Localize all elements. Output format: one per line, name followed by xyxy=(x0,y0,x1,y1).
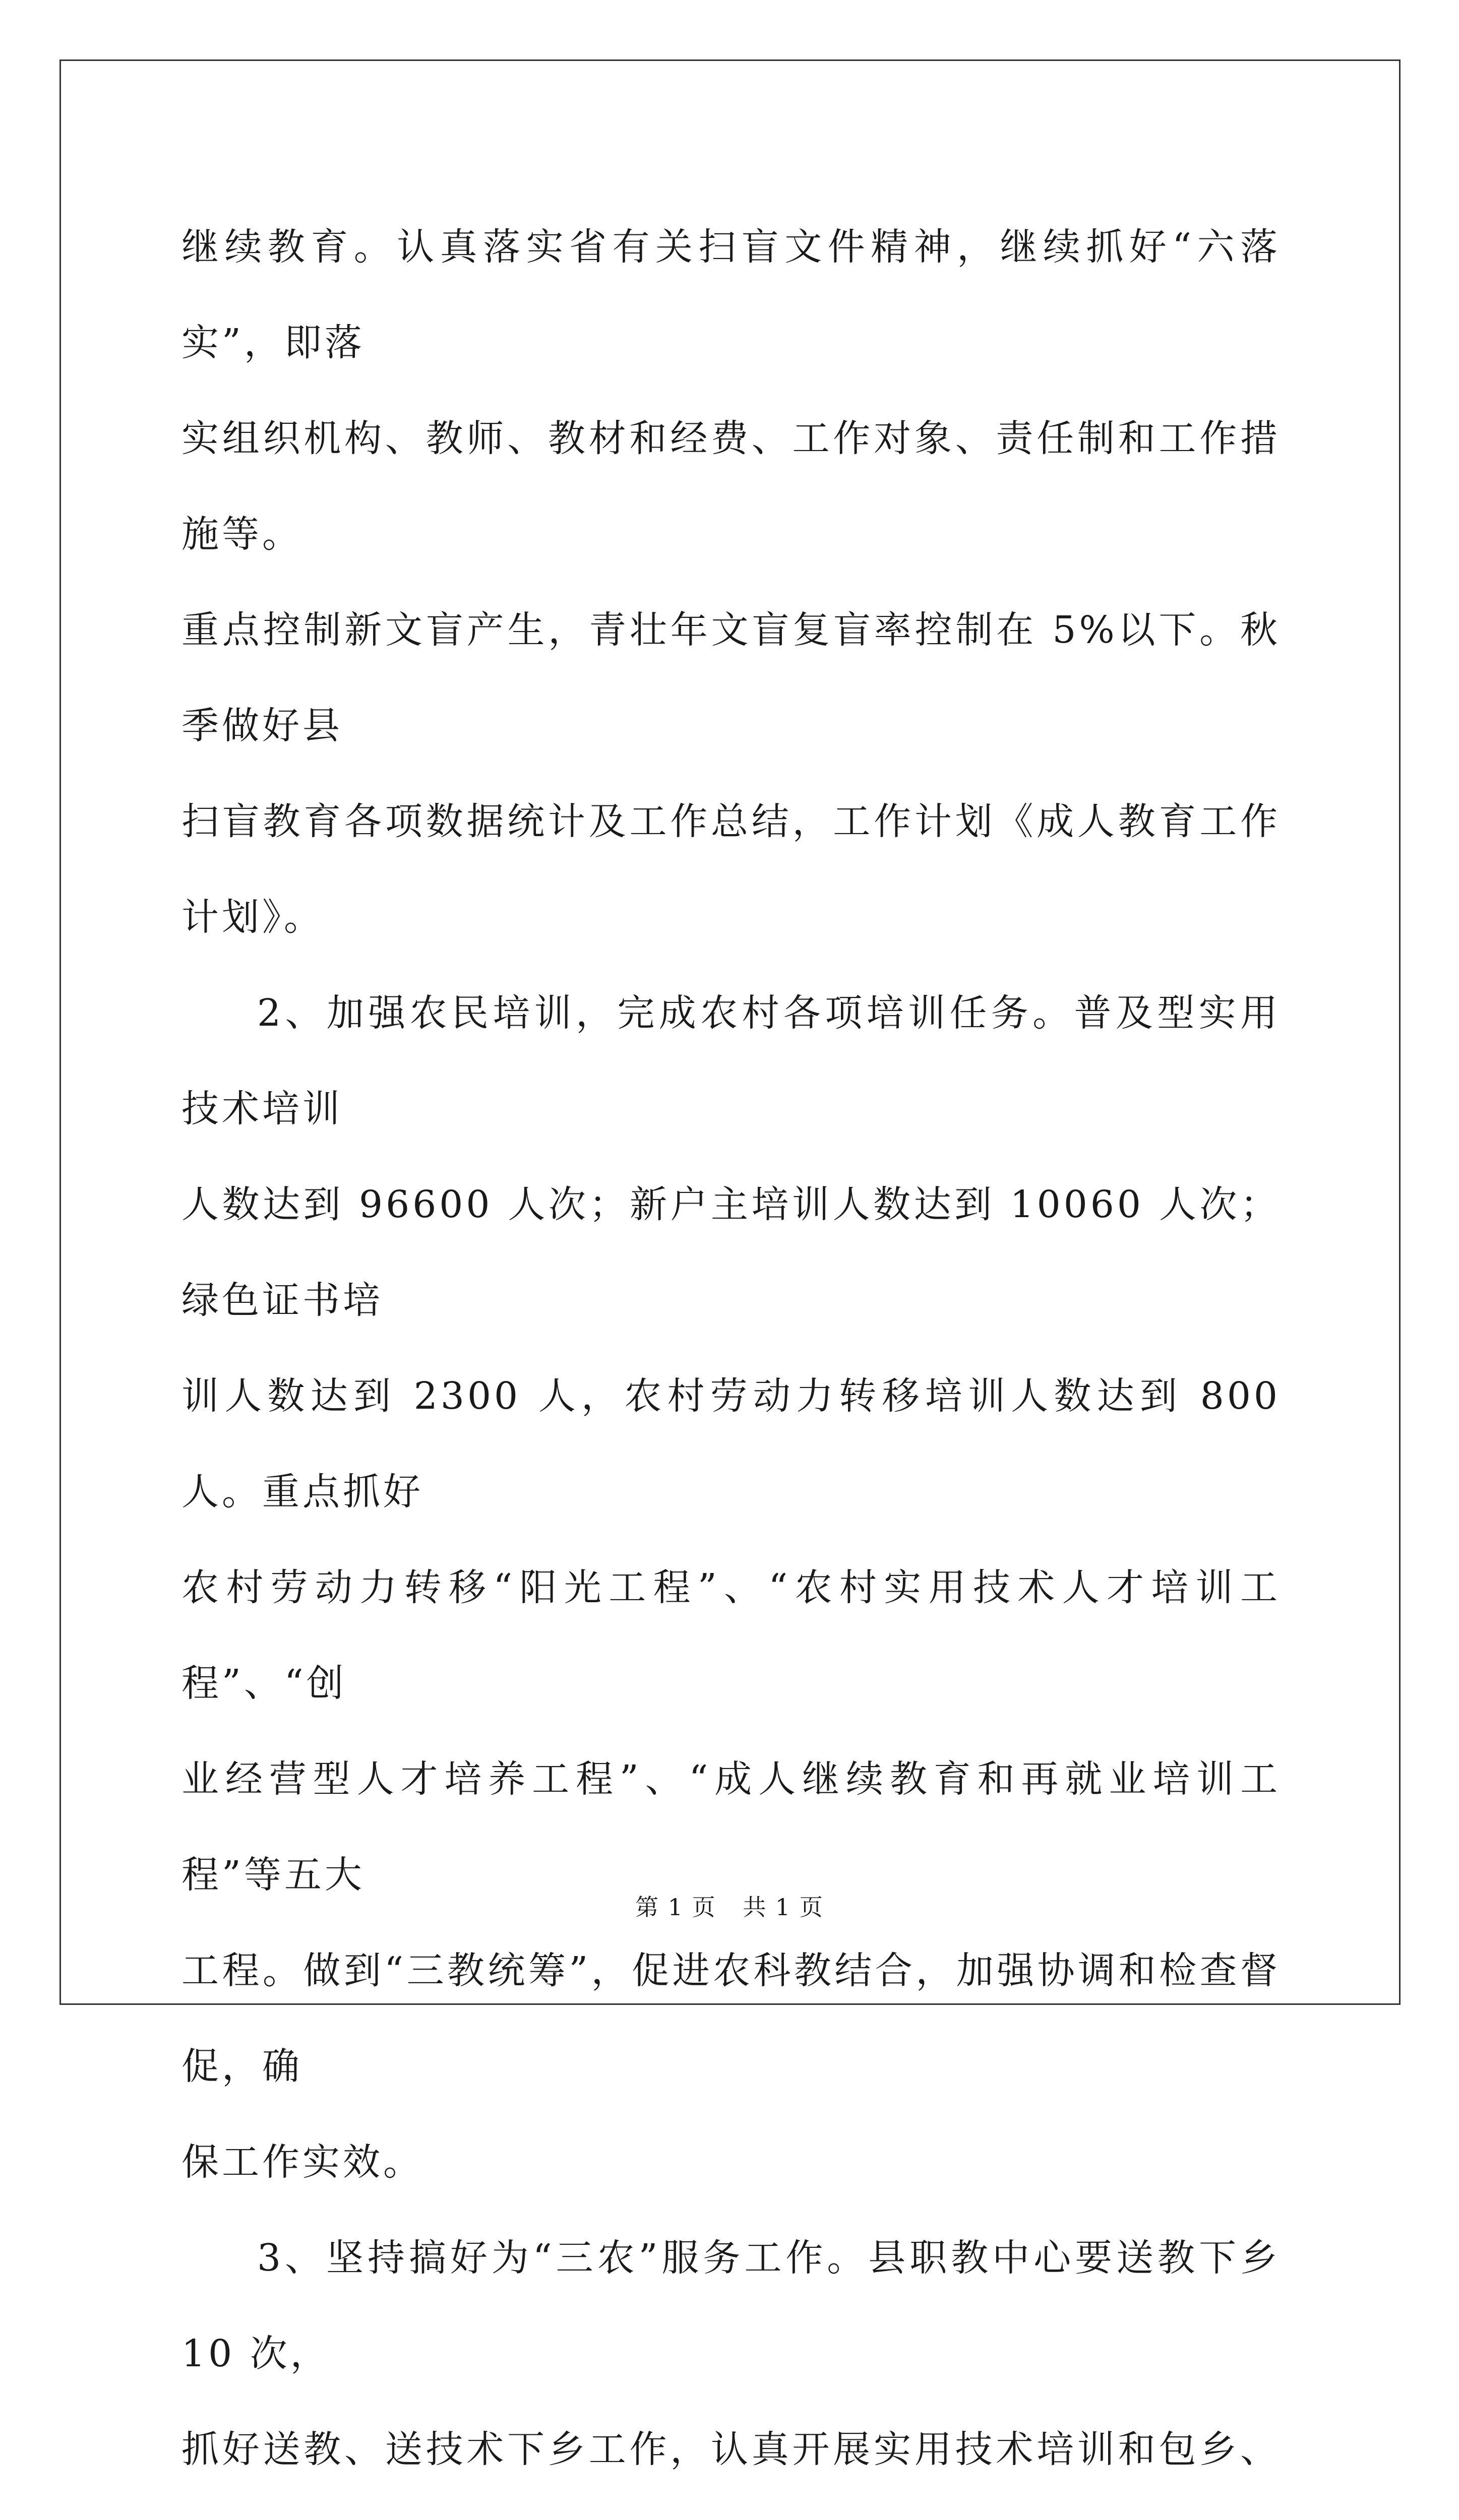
text-line: 3、坚持搞好为“三农”服务工作。县职教中心要送教下乡 10 次， xyxy=(181,2236,1281,2375)
text-line: 人数达到 96600 人次；新户主培训人数达到 10060 人次；绿色证书培 xyxy=(181,1183,1281,1322)
text-line: 工程。做到“三教统筹”，促进农科教结合，加强协调和检查督促，确 xyxy=(181,1949,1281,2088)
page-number: 第 1 页 xyxy=(635,1894,716,1921)
text-line: 扫盲教育各项数据统计及工作总结，工作计划《成人教育工作计划》。 xyxy=(181,800,1281,939)
text-line: 2、加强农民培训，完成农村各项培训任务。普及型实用技术培训 xyxy=(181,991,1281,1130)
text-line: 农村劳动力转移“阳光工程”、“农村实用技术人才培训工程”、“创 xyxy=(181,1566,1281,1705)
text-line: 训人数达到 2300 人，农村劳动力转移培训人数达到 800 人。重点抓好 xyxy=(181,1374,1281,1514)
text-line: 重点控制新文盲产生，青壮年文盲复盲率控制在 5%以下。秋季做好县 xyxy=(181,608,1281,747)
text-line: 保工作实效。 xyxy=(181,2140,423,2184)
text-line: 抓好送教、送技术下乡工作，认真开展实用技术培训和包乡、 xyxy=(181,2428,1281,2471)
paragraph-item-3-rural-service xyxy=(181,2210,1281,2520)
paragraph-literacy-education xyxy=(181,199,1281,965)
page-total: 共 1 页 xyxy=(743,1894,824,1921)
page-footer xyxy=(0,1889,1459,1922)
text-line: 业经营型人才培养工程”、“成人继续教育和再就业培训工程”等五大 xyxy=(181,1757,1281,1897)
paragraph-item-2-farmer-training xyxy=(181,965,1281,2210)
text-line: 实组织机构、教师、教材和经费、工作对象、责任制和工作措施等。 xyxy=(181,417,1281,556)
document-body xyxy=(181,199,1281,2520)
text-line: 继续教育。认真落实省有关扫盲文件精神，继续抓好“六落实”，即落 xyxy=(181,225,1281,364)
